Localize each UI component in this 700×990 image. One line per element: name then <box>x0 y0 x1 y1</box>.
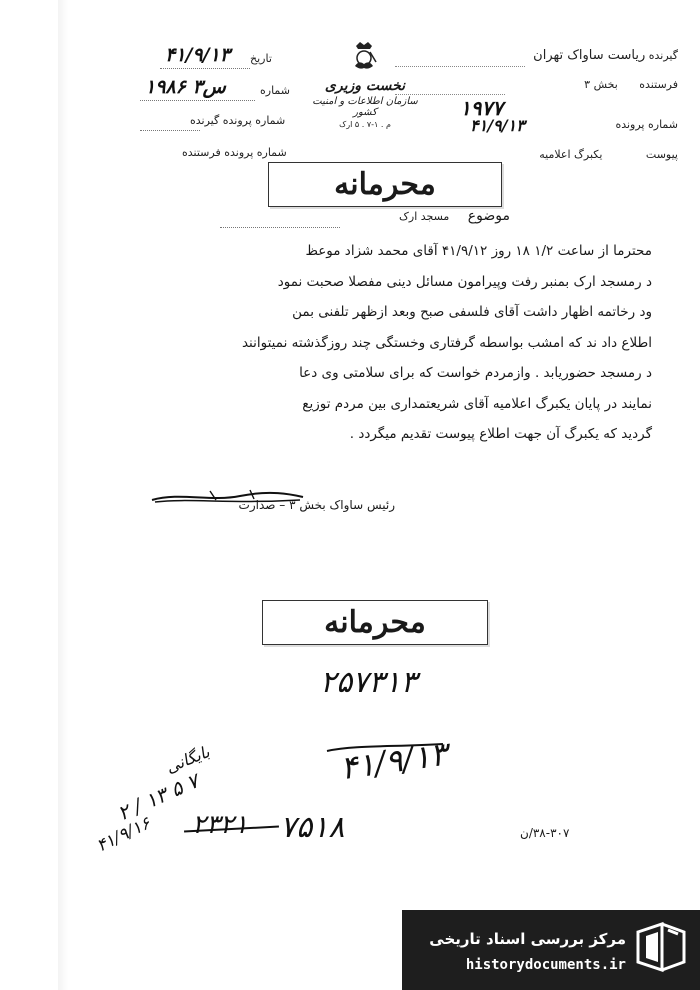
receiver-label: گیرنده <box>648 49 678 62</box>
date-underline <box>160 68 250 69</box>
date-value-left: ۴۱/۹/۱۳ <box>165 44 230 66</box>
handwritten-note-1: بایگانی <box>163 742 213 777</box>
number-underline <box>140 100 255 101</box>
ministry-code: م . ۱-۷ . ۵ ارک <box>339 120 391 129</box>
sender-value: بخش ۳ <box>584 78 618 91</box>
subject-value: مسجد ارک <box>399 210 450 223</box>
receiver-row <box>533 48 678 63</box>
handwritten-note-3: ۴۱/۹/۱۶ <box>93 813 154 857</box>
ministry-title: نخست وزیری <box>324 78 406 94</box>
body-line-4: اطلاع داد ند که امشب بواسطه گرفتاری وخستگی چند روزگذشته نمیتوانند <box>241 334 652 351</box>
letter-body <box>160 236 652 450</box>
sender-label: فرستنده <box>639 78 678 91</box>
handwritten-date: ۴۱/۹/۱۳ <box>337 734 450 788</box>
emblem-icon <box>346 40 382 74</box>
receiver-value: ریاست ساواک تهران <box>533 48 646 63</box>
attachment-label: پیوست <box>645 148 678 161</box>
footer-org-name <box>418 930 626 948</box>
number-label-right: شماره پرونده <box>615 118 678 131</box>
number-label-left: شماره <box>260 84 291 97</box>
subject-label: موضوع <box>467 208 510 224</box>
ministry-block <box>310 78 420 129</box>
attachment-row <box>539 148 678 161</box>
body-line-3: ود رخاتمه اظهار داشت آقای فلسفی صبح وبعد ازظهر تلفنی بمن <box>292 304 652 320</box>
body-line-2: د رمسجد ارک بمنبر رفت وپیرامون مسائل دینی مفصلا صحبت نمود <box>277 273 652 290</box>
footer-org-text: مرکز بررسی اسناد تاریخی <box>429 930 626 948</box>
receiver-file-label: شماره پرونده گیرنده <box>190 114 286 127</box>
body-line-5: د رمسجد حضوریابد . وازمردم خواست که برای سلامتی وی دعا <box>299 365 652 381</box>
sender-file-label: شماره پرونده فرستنده <box>182 146 287 159</box>
ministry-org: سازمان اطلاعات و امنیت کشور <box>312 96 418 118</box>
number-value-right: ۱۹۷۷ <box>460 96 503 120</box>
footer-url-box <box>418 954 626 973</box>
footer-url[interactable]: historydocuments.ir <box>465 957 626 973</box>
body-line-7: گردید که یکبرگ آن جهت اطلاع پیوست تقدیم میگردد . <box>349 426 652 442</box>
body-line-6: نمایند در پایان یکبرگ اعلامیه آقای شریعتمداری بین مردم توزیع <box>302 395 652 412</box>
reference-code: ۳۸-۳۰۷/ن <box>520 826 570 840</box>
crossed-number-text: ۲۳۲۱ <box>192 810 248 840</box>
receiver-file-underline <box>140 130 200 131</box>
crossed-number <box>192 810 248 840</box>
body-line-1: محترما از ساعت ۱/۲ ۱۸ روز ۴۱/۹/۱۲ آقای محمد شزاد موعظ <box>305 243 652 259</box>
receiver-underline <box>395 66 525 67</box>
date-under-number: ۴۱/۹/۱۳ <box>470 116 525 135</box>
handwritten-note-2: ۲ / ۱۳ ۵ ۷ <box>113 768 203 826</box>
handwritten-number-1: ۲۵۷۳۱۳ <box>320 665 417 700</box>
attachment-value: یکبرگ اعلامیه <box>539 148 603 161</box>
signature-text: رئیس ساواک بخش ۳ – صدارت <box>238 498 395 512</box>
number-value-left: ۱۹۸۶ س۳ <box>145 76 226 98</box>
subject-underline <box>220 227 340 228</box>
confidential-stamp-bottom: محرمانه <box>262 600 488 645</box>
confidential-stamp-top: محرمانه <box>268 162 502 207</box>
subject-row <box>399 208 510 224</box>
date-label-left: تاریخ <box>250 52 272 65</box>
book-pages-icon <box>632 918 690 976</box>
page-edge <box>58 0 68 990</box>
handwritten-number-big: ۷۵۱۸ <box>280 810 345 845</box>
sender-row <box>584 78 678 91</box>
